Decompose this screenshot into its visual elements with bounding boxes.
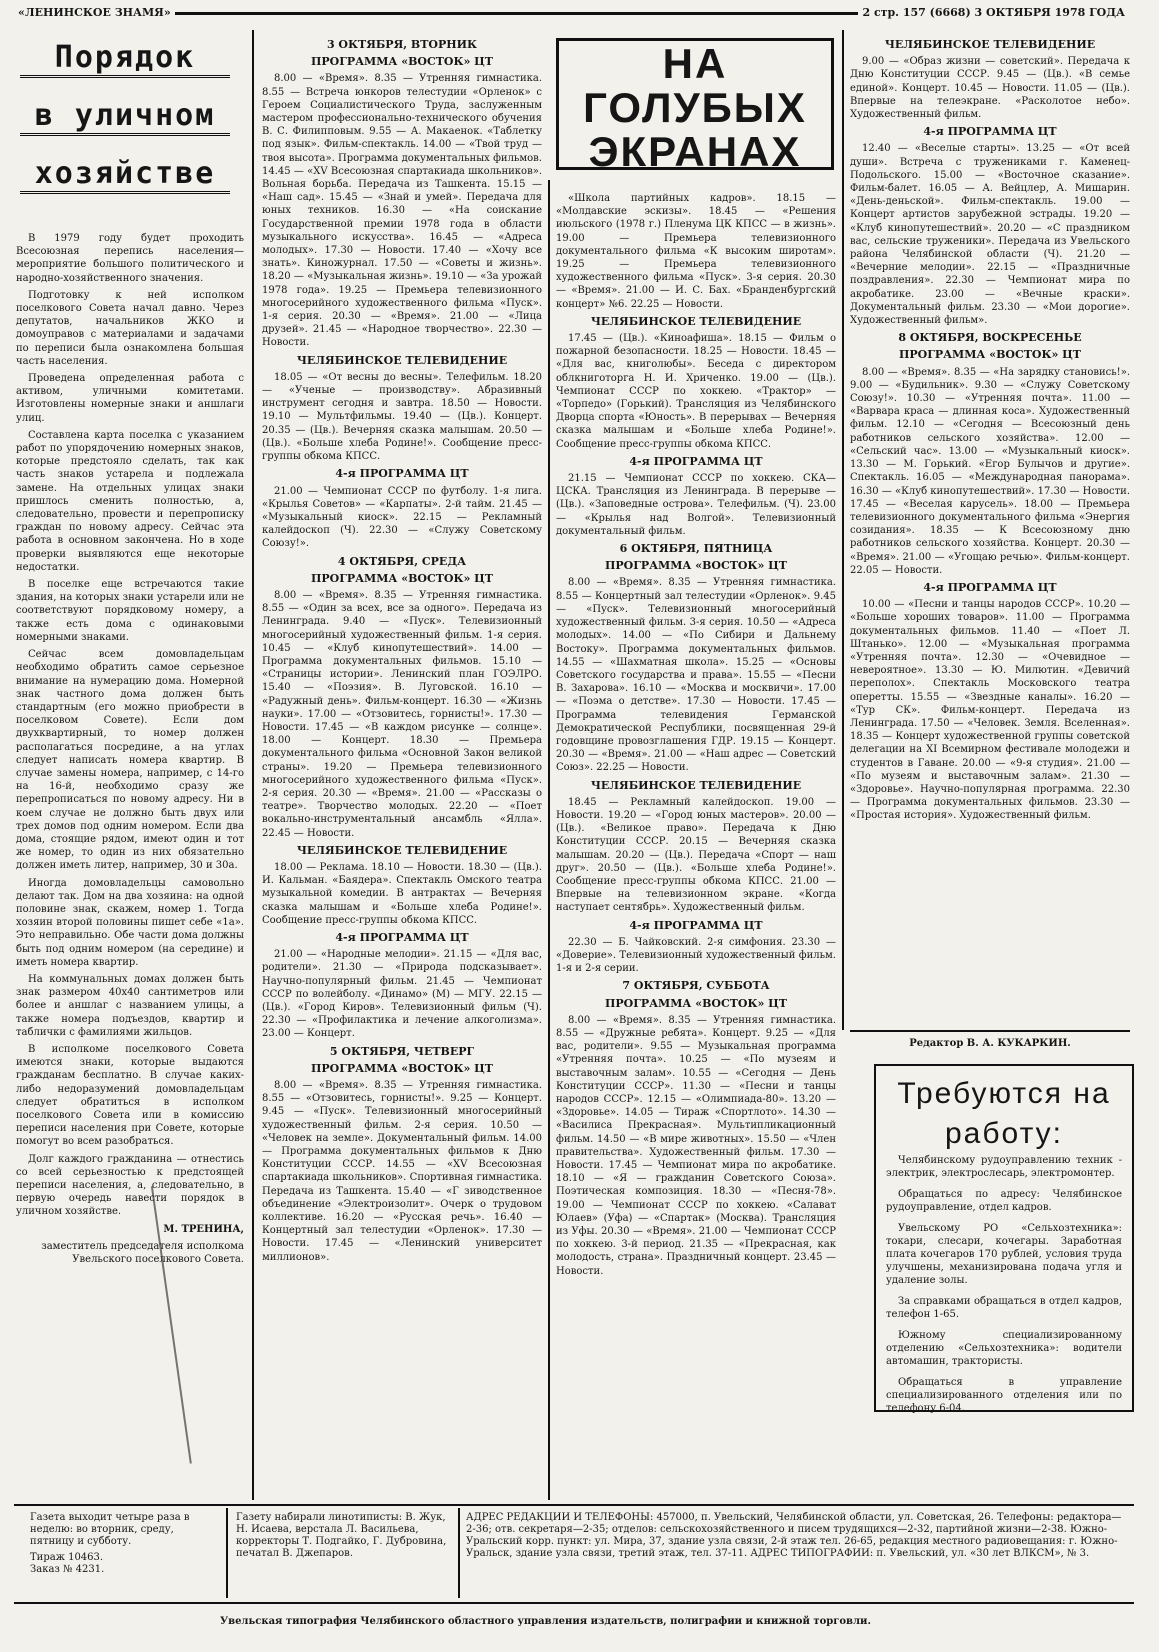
article-paragraph: Иногда домовладельцы самовольно делают так. Дом на два хозяина: на одной половине знак, скажем, номер 1. Тогда хозяин второй половины пишет себе «1а». Это неправильно. Обе части дома должны быть под одним номером (на середине) и иметь номера квартир. bbox=[16, 877, 244, 968]
schedule-listing: 18.45 — Рекламный калейдоскоп. 19.00 — Новости. 19.20 — «Город юных мастеров». 20.00 — (Цв.). «Великое право». Передача к Дню Конституции СССР. 20.15 — Вечерняя сказка малышам. 20.20 — (Цв.). Передача «Спорт — наш друг». 20.50 — (Цв.). «Больше хлеба Родине!». Сообщение пресс-группы обкома КПСС. 21.00 — Впервые на телевизионном экране. «Когда наступает сентябрь». Художественный фильм. bbox=[556, 796, 836, 914]
footer-divider bbox=[458, 1508, 460, 1598]
schedule-heading: 4-я ПРОГРАММА ЦТ bbox=[629, 454, 763, 468]
article-author: М. ТРЕНИНА, bbox=[163, 1223, 244, 1235]
schedule-heading: ПРОГРАММА «ВОСТОК» ЦТ bbox=[604, 996, 787, 1010]
schedule-heading: 4-я ПРОГРАММА ЦТ bbox=[923, 125, 1057, 139]
tv-title-line: НА bbox=[662, 40, 728, 87]
schedule-listing: 18.00 — Реклама. 18.10 — Новости. 18.30 — (Цв.). И. Кальман. «Баядера». Спектакль Омского театра музыкальной комедии. В антрактах — Вечерняя сказка малышам и «Больше хлеба Родине!». Сообщение пресс-группы обкома КПСС. bbox=[262, 861, 542, 926]
article-title-line-3: хозяйстве bbox=[20, 156, 230, 194]
tv-schedule-column-2 bbox=[262, 38, 542, 1498]
schedule-listing: 12.40 — «Веселые старты». 13.25 — «От всей души». Встреча с тружениками г. Каменец-Подольского. 15.00 — «Восточное сказание». Фильм-балет. 16.05 — А. Вейцлер, А. Мишарин. «День-деньской». Фильм-спектакль. 19.00 — Концерт артистов зарубежной эстрады. 19.20 — «Клуб кинопутешествий». 20.20 — «С праздником вас, сельские труженики». Передача из Увельского района Челябинской области (Ч). 21.20 — «Вечерние мелодии». 22.15 — «Праздничные поздравления». 22.30 — Чемпионат мира по акробатике. 23.00 — «Вечные краски». Документальный фильм. 23.30 — «Мои дорогие». Художественный фильм». bbox=[850, 143, 1130, 327]
article-paragraph: Сейчас всем домовладельцам необходимо обратить самое серьезное внимание на нумерацию дома. Номерной знак частного дома должен быть стандартным (его можно приобрести в поселковом Совете). Если дом двухквартирный, то номер должен располагаться посредине, а на углах следует написать номера квартир. В случае замены номера, например, с 14-го на 16-й, необходимо сразу же перепрописаться по новому адресу. Ни в коем случае не должно быть двух или трех домов под одним номером. Если два дома, стоящие рядом, имеют один и тот же номер, то один из них обязательно должен иметь литер, например, 30 и 30а. bbox=[16, 649, 244, 872]
editor-rule bbox=[850, 1030, 1130, 1032]
schedule-heading: ПРОГРАММА «ВОСТОК» ЦТ bbox=[898, 348, 1081, 362]
schedule-heading: 4 ОКТЯБРЯ, СРЕДА bbox=[337, 554, 467, 568]
schedule-heading: 4-я ПРОГРАММА ЦТ bbox=[335, 931, 469, 944]
job-ad bbox=[874, 1064, 1134, 1412]
article-paragraph: Долг каждого гражданина — отнестись со всей серьезностью к предстоящей переписи населения, а, следовательно, в первую очередь навести порядок в уличном хозяйстве. bbox=[16, 1153, 244, 1218]
article-paragraph: Составлена карта поселка с указанием работ по упорядочению номерных знаков, которые предстояло сделать, так как часть знаков устарела и подлежала замене. На отдельных улицах знаки пришлось сменить полностью, а, следовательно, провести и перепропиcку граждан по новому адресу. Сейчас эта работа в основном закончена. Но в ходе проверки выявляются еще некоторые недостатки. bbox=[16, 429, 244, 573]
schedule-heading: ПРОГРАММА «ВОСТОК» ЦТ bbox=[604, 559, 787, 573]
job-ad-paragraph: Обращаться в управление специализированного отделения или по телефону 6-04. bbox=[886, 1377, 1122, 1414]
schedule-listing: 21.15 — Чемпионат СССР по хоккею. СКА—ЦСКА. Трансляция из Ленинграда. В перерыве — (Цв.). «Заповедные острова». Телефильм. (Ч). 23.00 — «Крылья над Волгой». Телевизионный документальный фильм. bbox=[556, 473, 836, 537]
article-title-line-1: Порядок bbox=[20, 40, 230, 78]
schedule-heading: 3 ОКТЯБРЯ, ВТОРНИК bbox=[326, 38, 478, 51]
newspaper-name: «ЛЕНИНСКОЕ ЗНАМЯ» bbox=[14, 6, 175, 19]
publication-frequency: Газета выходит четыре раза в неделю: во вторник, среду, пятницу и субботу. bbox=[30, 1512, 190, 1547]
order-number: Заказ № 4231. bbox=[30, 1564, 105, 1575]
schedule-heading: ЧЕЛЯБИНСКОЕ ТЕЛЕВИДЕНИЕ bbox=[296, 843, 508, 857]
schedule-heading: 7 ОКТЯБРЯ, СУББОТА bbox=[622, 979, 770, 993]
schedule-listing: 9.00 — «Образ жизни — советский». Передача к Дню Конституции СССР. 9.45 — (Цв.). «В семье единой». Концерт. 10.45 — Новости. 11.05 — (Цв.). Впервые на телеэкране. «Расколотое небо». Художественный фильм. bbox=[850, 56, 1130, 121]
tv-section-title bbox=[556, 38, 834, 175]
schedule-heading: ЧЕЛЯБИНСКОЕ ТЕЛЕВИДЕНИЕ bbox=[590, 314, 802, 328]
schedule-heading: 8 ОКТЯБРЯ, ВОСКРЕСЕНЬЕ bbox=[898, 331, 1082, 345]
job-ad-paragraph: За справками обращаться в отдел кадров, телефон 1-65. bbox=[886, 1296, 1122, 1320]
footer-frequency bbox=[30, 1512, 218, 1598]
job-ad-paragraph: Южному специализированному отделению «Сельхозтехника»: водители автомашин, трактористы. bbox=[886, 1330, 1122, 1367]
article-paragraph: В поселке еще встречаются такие здания, на которых знаки устарели или не соответствуют порядковому номеру, а также есть дома с одинаковыми номерными знаками. bbox=[16, 579, 244, 643]
schedule-listing: 21.00 — «Народные мелодии». 21.15 — «Для вас, родители». 21.30 — «Природа подсказывает». Научно-популярный фильм. 21.45 — Чемпионат СССР по волейболу. «Динамо» (М) — МГУ. 22.15 — (Цв.). «Город Киров». Телевизионный фильм (Ч). 22.30 — «Профилактика и лечение алкоголизма». 23.00 — Концерт. bbox=[262, 949, 542, 1040]
tv-schedule-column-4 bbox=[850, 38, 1130, 1023]
schedule-heading: ЧЕЛЯБИНСКОЕ ТЕЛЕВИДЕНИЕ bbox=[884, 38, 1096, 51]
schedule-listing: 8.00 — «Время». 8.35 — Утренняя гимнастика. 8.55 — «Отзовитесь, горнисты!». 9.25 — Концерт. 9.45 — «Пуск». Телевизионный многосерийный художественный фильм. 2-я серия. 10.50 — «Человек на земле». Документальный фильм. 14.00 — Программа документальных фильмов к Дню Конституции СССР. 14.55 — «XV Всесоюзная спартакиада школьников». Спортивная гимнастика. Передача из Ташкента. 15.40 — «Г зиводственное объединение «Электроизолит». Очерк о трудовом коллективе. 16.20 — «Русская речь». 16.40 — Концертный зал телестудии «Орленок». 17.30 — Новости. 17.45 — «Ленинский университет миллионов». bbox=[262, 1080, 542, 1263]
article-author-position: заместитель председателя исполкома Увельского поселкового Совета. bbox=[41, 1240, 244, 1266]
schedule-listing: 21.00 — Чемпионат СССР по футболу. 1-я лига. «Крылья Советов» — «Карпаты». 2-й тайм. 21.45 — «Музыкальный киоск». 22.15 — Рекламный калейдоскоп (Ч). 22.30 — «Служу Советскому Союзу!». bbox=[262, 485, 542, 550]
schedule-listing: 8.00 — «Время». 8.35 — «На зарядку становись!». 9.00 — «Будильник». 9.30 — «Служу Советскому Союзу!». 10.30 — «Утренняя почта». 11.00 — «Варвара краса — длинная коса». Художественный фильм. 12.10 — «Сегодня — Всесоюзный день работников сельского хозяйства». 12.00 — «Сельский час». 13.00 — «Музыкальный киоск». 13.30 — М. Горький. «Егор Булычов и другие». Спектакль. 16.05 — «Международная панорама». 16.30 — «Клуб кинопутешествий». 17.30 — Новости. 17.45 — «Веселая карусель». 18.00 — Премьера телевизионного документального фильма «Энергия созидания». 18.35 — К Всесоюзному дню работников сельского хозяйства. Концерт. 20.30 — «Время». 21.00 — «Угощаю речью». Фильм-концерт. 22.05 — Новости. bbox=[850, 366, 1130, 576]
schedule-listing: 22.30 — Б. Чайковский. 2-я симфония. 23.30 — «Доверие». Телевизионный художественный фильм. 1-я и 2-я серии. bbox=[556, 936, 836, 975]
schedule-heading: ПРОГРАММА «ВОСТОК» ЦТ bbox=[310, 571, 493, 585]
job-ad-paragraph: Обращаться по адресу: Челябинское рудоуправление, отдел кадров. bbox=[886, 1189, 1122, 1213]
schedule-listing: 8.00 — «Время». 8.35 — Утренняя гимнастика. 8.55 — «Один за всех, все за одного». Передача из Ленинграда. 9.40 — «Пуск». Телевизионный многосерийный художественный фильм. 1-я серия. 10.45 — «Клуб кинопутешествий». 14.00 — Программа документальных фильмов. 15.10 — «Страницы истории». Ленинский план ГОЭЛРО. 15.40 — «Поэзия». В. Луговской. 16.10 — «Радужный день». Фильм-концерт. 16.30 — «Жизнь науки». 17.00 — «Отзовитесь, горнисты!». 17.30 — Новости. 17.45 — «В каждом рисунке — солнце». 18.00 — Концерт. 18.30 — Премьера документального фильма «Основной Закон великой страны». 19.20 — Премьера телевизионного многосерийного художественного фильма «Пуск». 2-я серия. 20.30 — «Время». 21.00 — «Рассказы о театре». Творчество молодых. 22.20 — «Поет вокально-инструментальный ансамбль «Ялла». 22.45 — Новости. bbox=[262, 589, 542, 839]
article-paragraph: Проведена определенная работа с активом, уличными комитетами. Изготовлены номерные знаки и аншлаги улиц. bbox=[16, 373, 244, 424]
schedule-listing: 17.45 — (Цв.). «Кинoaфиша». 18.15 — Фильм о пожарной безопасности. 18.25 — Новости. 18.45 — «Для вас, книголюбы». Беседа с директором облкниготорга Н. И. Хриченко. 19.00 — (Цв.). Чемпионат СССР по хоккею. «Трактор» — «Торпедо» (Горький). Трансляция из Челябинского Дворца спорта «Юность». В перерывах — Вечерняя сказка малышам и «Больше хлеба Родине!». Сообщение пресс-группы обкома КПСС. bbox=[556, 333, 836, 450]
schedule-heading: ПРОГРАММА «ВОСТОК» ЦТ bbox=[310, 1061, 493, 1075]
column-divider bbox=[252, 30, 254, 1500]
schedule-listing: 10.00 — «Песни и танцы народов СССР». 10.20 — «Больше хороших товаров». 11.00 — Программа документальных фильмов. 11.40 — «Поет Л. Штанько». 12.00 — «Музыкальная программа «Утренняя почта». 12.30 — «Очевидное — невероятное». 13.30 — Ю. Милютин. «Девичий переполох». Спектакль Московского театра оперетты. 15.55 — «Звездные каналы». 16.20 — «Тур СК». Фильм-концерт. Передача из Ленинграда. 17.50 — «Человек. Земля. Вселенная». 18.35 — Концерт художественной группы советской делегации на XI Всемирном фестивале молодежи и студентов в Гаване. 20.00 — «9-я студия». 21.00 — «По музеям и выставочным залам». 21.30 — «Здоровье». Научно-популярная программа. 22.30 — Программа документальных фильмов. 23.30 — «Простая история». Художественный фильм. bbox=[850, 599, 1130, 822]
editor-credit: Редактор В. А. КУКАРКИН. bbox=[909, 1038, 1071, 1049]
circulation: Тираж 10463. bbox=[30, 1552, 104, 1563]
footer-rule bbox=[14, 1504, 1134, 1506]
schedule-listing: 8.00 — «Время». 8.35 — Утренняя гимнастика. 8.55 — Концертный зал телестудии «Орленок». 9.45 — «Пуск». Телевизионный многосерийный художественный фильм. 3-я серия. 10.50 — «Адреса молодых». 14.00 — «По Сибири и Дальнему Востоку». Программа документальных фильмов. 14.55 — «Шахматная школа». 15.25 — «Основы Советского государства и права». 15.55 — «Песни В. Захарова». 16.10 — «Москва и москвичи». 17.00 — «Поэма о детстве». 17.30 — Новости. 17.45 — Программа телевидения Германской Демократической Республики, посвященная 29-й годовщине провозглашения ГДР. 19.15 — Концерт. 20.30 — «Время». 21.00 — «Наш адрес — Советский Союз». 22.25 — Новости. bbox=[556, 577, 836, 774]
schedule-heading: 4-я ПРОГРАММА ЦТ bbox=[335, 467, 469, 481]
schedule-heading: ЧЕЛЯБИНСКОЕ ТЕЛЕВИДЕНИЕ bbox=[590, 778, 802, 792]
schedule-listing: 8.00 — «Время». 8.35 — Утренняя гимнастика. 8.55 — Встреча юнкоров телестудии «Орленок» с Героем Социалистического Труда, заслуженным мастером профессионально-технического обучения В. С. Филипповым. 9.55 — А. Макаенок. «Таблетку под язык». Фильм-спектакль. 14.00 — «Твой труд — твоя высота». Программа документальных фильмов. 14.45 — «XV Всесоюзная спартакиада школьников». Вольная борьба. Передача из Ташкента. 15.15 — «Наш сад». 15.45 — «Знай и умей». Передача для юных техников. 16.30 — «На соискание Государственной премии 1978 года в области музыкального искусства». 16.45 — «Адреса молодых». 17.30 — Новости. 17.40 — «Хочу все знать». Киножурнал. 17.50 — «Советы и жизнь». 18.20 — «Музыкальная жизнь». 19.10 — «За урожай 1978 года». 19.25 — Премьера телевизионного многосерийного художественного фильма «Пуск». 1-я серия. 20.30 — «Время». 21.00 — «Лица друзей». 21.45 — «Народное творчество». 22.30 — Новости. bbox=[262, 73, 542, 349]
article-title-line-2: в уличном bbox=[20, 98, 230, 136]
schedule-heading: 4-я ПРОГРАММА ЦТ bbox=[629, 918, 763, 932]
schedule-listing: 8.00 — «Время». 8.35 — Утренняя гимнастика. 8.55 — «Дружные ребята». Концерт. 9.25 — «Для вас, родители». 9.55 — Музыкальная программа «Утренняя почта». 10.25 — «По музеям и выставочным залам». 10.55 — «Сегодня — День Конституции СССР». 11.30 — «Песни и танцы народов СССР». 12.15 — «Олимпиада-80». 13.20 — «Здоровье». 14.05 — Тираж «Спортлото». 14.30 — «Василиса Прекрасная». Мультипликационный фильм. 14.50 — «В мире животных». 15.50 — «Член правительства». Художественный фильм. 17.30 — Новости. 17.45 — Чемпионат мира по акробатике. 18.10 — «Я — гражданин Советского Союза». Поэтическая композиция. 18.30 — «Песня-78». 19.00 — Чемпионат СССР по хоккею. «Салават Юлаев» (Уфа) — «Спартак» (Москва). Трансляция из Уфы. 20.30 — «Время». 21.00 — Чемпионат СССР по хоккею. 3-й период. 21.35 — «Прекрасная, как молодость, страна». Праздничный концерт. 23.45 — Новости. bbox=[556, 1014, 836, 1277]
job-ad-paragraph: Челябинскому рудоуправлению техник - электрик, электрослесарь, электромонтер. bbox=[886, 1155, 1122, 1179]
job-ad-title: Требуются на работу: bbox=[897, 1077, 1111, 1150]
schedule-heading: 5 ОКТЯБРЯ, ЧЕТВЕРГ bbox=[329, 1044, 475, 1058]
printer-line: Увельская типография Челябинского областного управления издательств, полиграфии и книжной торговли. bbox=[220, 1616, 871, 1627]
tv-title-line: ГОЛУБЫХ bbox=[583, 84, 807, 131]
article-paragraph: В 1979 году будет проходить Всесоюзная перепись населения—мероприятие большого политического и народно-хозяйственного значения. bbox=[16, 233, 244, 284]
masthead-rule bbox=[14, 6, 1129, 31]
footer-address: АДРЕС РЕДАКЦИИ И ТЕЛЕФОНЫ: 457000, п. Увельский, Челябинской области, ул. Советская, 26. Телефоны: редактора—2-36; отв. секретаря—2-35; отделов: сельскохозяйственного и писем трудящихся—2-32, партийной жизни—2-38. Южно-Уральский корр. пункт: ул. Мира, 37, здание узла связи, 2-й этаж тел. 26-65, редакция местного радиовещания: г. Южно-Уральск, здание узла связи, третий этаж, тел. 37-11. АДРЕС ТИПОГРАФИИ: п. Увельский, ул. «30 лет ВЛКСМ», № 3. bbox=[466, 1512, 1122, 1559]
article-paragraph: Подготовку к ней исполком поселкового Совета начал давно. Через депутатов, начальников ЖКО и домоуправов с материалами и задачами по переписи была ознакомлена большая часть населения. bbox=[16, 289, 244, 367]
job-ad-paragraph: Увельскому РО «Сельхозтехника»: токари, слесари, кочегары. Заработная плата кочегаров 170 рублей, условия труда улучшены, механизирована подача угля и удаление золы. bbox=[886, 1223, 1122, 1286]
schedule-heading: 4-я ПРОГРАММА ЦТ bbox=[923, 580, 1057, 594]
column-divider bbox=[548, 180, 550, 1500]
schedule-listing: «Школа партийных кадров». 18.15 — «Молдавские эскизы». 18.45 — «Решения июльского (1978 г.) Пленума ЦК КПСС — в жизнь». 19.00 — Премьера телевизионного документального фильма «К высоким широтам». 19.25 — Премьера телевизионного художественного фильма «Пуск». 3-я серия. 20.30 — «Время». 21.00 — И. С. Бах. «Бранденбургский концерт» №6. 22.25 — Новости. bbox=[556, 193, 836, 310]
tv-schedule-column-3 bbox=[556, 192, 836, 1497]
schedule-listing: 18.05 — «От весны до весны». Телефильм. 18.20 — «Ученые — производству». Абразивный инструмент сегодня и завтра. 18.50 — Новости. 19.10 — Мультфильмы. 19.40 — (Цв.). Концерт. 20.35 — (Цв.). Вечерняя сказка малышам. 20.50 — (Цв.). «Больше хлеба Родине!». Сообщение пресс-группы обкома КПСС. bbox=[262, 371, 542, 463]
footer-divider bbox=[226, 1508, 228, 1598]
footer-typesetters: Газету набирали линотиписты: В. Жук, Н. Исаева, верстала Л. Васильева, корректоры Т. Подгайко, Г. Дубровина, печатал В. Джепаров. bbox=[236, 1512, 447, 1559]
schedule-heading: ЧЕЛЯБИНСКОЕ ТЕЛЕВИДЕНИЕ bbox=[296, 353, 508, 367]
article-paragraph: В исполкоме поселкового Совета имеются знаки, которые выдаются гражданам бесплатно. В случае каких-либо недоразумений домовладельцам следует обратиться в исполком поселкового Совета или в комиссию переписи населения при Совете, которые помогут во всем разобраться. bbox=[16, 1043, 244, 1148]
article-paragraph: На коммунальных домах должен быть знак размером 40x40 сантиметров или более и аншлаг с названием улицы, а также номера подъездов, квартир и таблички с фамилиями жильцов. bbox=[16, 973, 244, 1038]
column-divider bbox=[842, 30, 844, 1030]
tv-title-line: ЭКРАНАХ bbox=[588, 128, 802, 175]
issue-info: 2 стр. 157 (6668) 3 ОКТЯБРЯ 1978 ГОДА bbox=[858, 6, 1129, 19]
schedule-heading: ПРОГРАММА «ВОСТОК» ЦТ bbox=[310, 55, 493, 69]
job-ad-body bbox=[876, 1154, 1132, 1415]
footer-rule-bottom bbox=[14, 1602, 1134, 1604]
schedule-heading: 6 ОКТЯБРЯ, ПЯТНИЦА bbox=[619, 542, 773, 556]
